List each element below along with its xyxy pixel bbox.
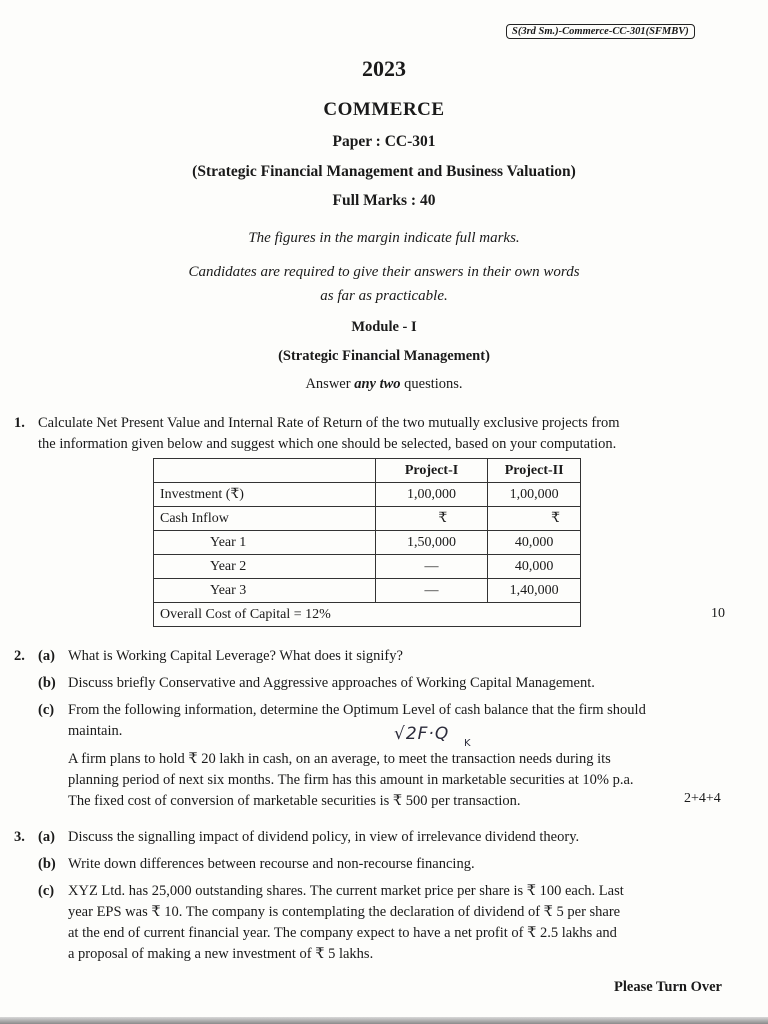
sub-text: Discuss briefly Conservative and Aggressive approaches of Working Capital Management. bbox=[68, 675, 595, 691]
full-marks: Full Marks : 40 bbox=[332, 192, 436, 209]
sub-label: (c) bbox=[38, 702, 55, 718]
table-row bbox=[154, 483, 581, 507]
question-number: 2. bbox=[14, 648, 25, 664]
cell-project-2: 1,40,000 bbox=[488, 579, 581, 603]
cost-of-capital: Overall Cost of Capital = 12% bbox=[154, 603, 581, 627]
sub-label: (a) bbox=[38, 648, 55, 664]
table-row bbox=[154, 531, 581, 555]
question-3 bbox=[14, 827, 744, 977]
paper-code-box: S(3rd Sm.)-Commerce-CC-301(SFMBV) bbox=[506, 24, 695, 39]
question-number: 1. bbox=[14, 415, 25, 431]
question-3b bbox=[38, 854, 738, 875]
table-row bbox=[154, 507, 581, 531]
handwritten-formula: √2F·Q bbox=[394, 724, 450, 744]
sub-label: (c) bbox=[38, 883, 55, 899]
sub-text: Write down differences between recourse and non-recourse financing. bbox=[68, 856, 475, 872]
exam-year: 2023 bbox=[362, 56, 406, 81]
row-label: Year 3 bbox=[154, 579, 376, 603]
table-header-project-1: Project-I bbox=[375, 459, 488, 483]
sub-text-line-2: year EPS was ₹ 10. The company is contemplating the declaration of dividend of ₹ 5 per share bbox=[68, 904, 621, 920]
row-label: Year 1 bbox=[154, 531, 376, 555]
note-line-1: Candidates are required to give their answers in their own words bbox=[188, 264, 580, 280]
table-footer-row bbox=[154, 603, 581, 627]
module-subtitle: (Strategic Financial Management) bbox=[278, 348, 490, 364]
margin-note: The figures in the margin indicate full marks. bbox=[248, 230, 520, 246]
row-label: Cash Inflow bbox=[154, 507, 376, 531]
answer-instruction-note bbox=[0, 260, 768, 308]
question-1-line-2: the information given below and suggest which one should be selected, based on your computation. bbox=[38, 436, 617, 452]
data-line-3: The fixed cost of conversion of marketable securities is ₹ 500 per transaction. bbox=[68, 793, 521, 809]
paper-code: Paper : CC-301 bbox=[332, 133, 436, 150]
cell-project-1: 1,50,000 bbox=[375, 531, 488, 555]
sub-label: (b) bbox=[38, 856, 56, 872]
question-2c-data bbox=[68, 749, 634, 812]
cell-project-2: ₹ bbox=[488, 507, 581, 531]
table-header-project-2: Project-II bbox=[488, 459, 581, 483]
question-1-line-1: Calculate Net Present Value and Internal Rate of Return of the two mutually exclusive projects from bbox=[38, 415, 620, 431]
question-3c bbox=[38, 881, 738, 965]
handwritten-k: K bbox=[464, 738, 471, 749]
sub-text: Discuss the signalling impact of dividend policy, in view of irrelevance dividend theory. bbox=[68, 829, 580, 845]
sub-text-line-1: XYZ Ltd. has 25,000 outstanding shares. The current market price per share is ₹ 100 each. Last bbox=[68, 883, 624, 899]
subject-title: COMMERCE bbox=[323, 99, 445, 120]
cell-project-1: — bbox=[375, 555, 488, 579]
cell-project-1: 1,00,000 bbox=[375, 483, 488, 507]
cell-project-2: 1,00,000 bbox=[488, 483, 581, 507]
sub-text: What is Working Capital Leverage? What does it signify? bbox=[68, 648, 403, 664]
question-2-marks: 2+4+4 bbox=[684, 791, 721, 806]
sub-text-line-4: a proposal of making a new investment of ₹ 5 lakhs. bbox=[68, 946, 374, 962]
paper-title: (Strategic Financial Management and Business Valuation) bbox=[192, 163, 576, 180]
sub-text-line-3: at the end of current financial year. The company expect to have a net profit of ₹ 2.5 lakhs and bbox=[68, 925, 617, 941]
question-number: 3. bbox=[14, 829, 25, 845]
row-label: Investment (₹) bbox=[154, 483, 376, 507]
cell-project-1: ₹ bbox=[375, 507, 488, 531]
table-header-row bbox=[154, 459, 581, 483]
table-row bbox=[154, 579, 581, 603]
please-turn-over: Please Turn Over bbox=[614, 979, 722, 995]
sub-label: (b) bbox=[38, 675, 56, 691]
cell-project-2: 40,000 bbox=[488, 531, 581, 555]
handwritten-annotation bbox=[394, 724, 471, 749]
cell-project-1: — bbox=[375, 579, 488, 603]
question-2a bbox=[38, 646, 728, 667]
data-line-1: A firm plans to hold ₹ 20 lakh in cash, on an average, to meet the transaction needs during its bbox=[68, 751, 611, 767]
table-header-blank bbox=[154, 459, 376, 483]
page-bottom-edge bbox=[0, 1017, 768, 1024]
module-instruction: Answer any two questions. bbox=[305, 376, 463, 392]
row-label: Year 2 bbox=[154, 555, 376, 579]
question-3a bbox=[38, 827, 738, 848]
data-line-2: planning period of next six months. The firm has this amount in marketable securities at 10% p.a. bbox=[68, 772, 634, 788]
sub-text-line-2: maintain. bbox=[68, 723, 123, 739]
table-row bbox=[154, 555, 581, 579]
question-2b bbox=[38, 673, 728, 694]
project-table bbox=[153, 458, 581, 627]
sub-text-line-1: From the following information, determine the Optimum Level of cash balance that the firm should bbox=[68, 702, 646, 718]
question-1-marks: 10 bbox=[711, 606, 725, 621]
cell-project-2: 40,000 bbox=[488, 555, 581, 579]
module-title: Module - I bbox=[351, 319, 417, 335]
question-2c bbox=[38, 700, 738, 742]
note-line-2: as far as practicable. bbox=[320, 288, 448, 304]
sub-label: (a) bbox=[38, 829, 55, 845]
